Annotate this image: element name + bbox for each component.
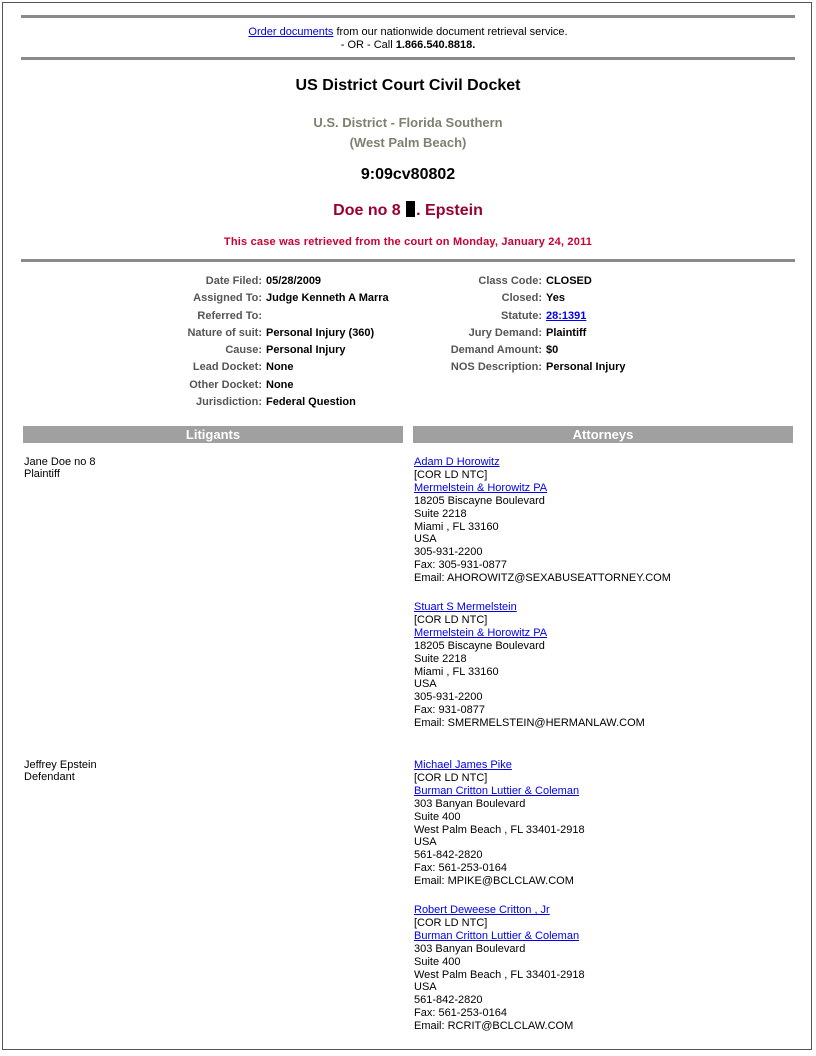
- attorney-block: [414, 456, 671, 585]
- redaction-mark: [406, 201, 415, 217]
- attorney-fax: Fax: 561-253-0164: [414, 1007, 507, 1020]
- case-info-row: [420, 342, 625, 359]
- attorney-firm-row: [414, 930, 585, 943]
- order-documents-link[interactable]: Order documents: [248, 26, 334, 38]
- case-info-row: [420, 359, 625, 376]
- attorney-email: Email: RCRIT@BCLCLAW.COM: [414, 1020, 574, 1033]
- attorney-address: 303 Banyan Boulevard: [414, 942, 526, 955]
- case-info-label: Other Docket:: [189, 378, 262, 391]
- case-info-row: [420, 290, 625, 307]
- attorney-city: Miami , FL 33160: [414, 520, 499, 533]
- litigant-name: Jane Doe no 8: [24, 456, 96, 468]
- case-info-row: [150, 325, 389, 342]
- attorney-name-link[interactable]: Adam D Horowitz: [414, 456, 500, 468]
- litigant-role: Defendant: [24, 771, 75, 783]
- attorney-firm-link[interactable]: Burman Critton Luttier & Coleman: [414, 784, 580, 797]
- attorney-phone: 561-842-2820: [414, 994, 483, 1007]
- case-info-value: None: [266, 378, 294, 391]
- attorneys-header: Attorneys: [413, 426, 793, 443]
- attorney-designation: [COR LD NTC]: [414, 771, 488, 784]
- case-info-row: [150, 359, 389, 376]
- case-info-right: [420, 273, 625, 377]
- case-info-label: Date Filed:: [205, 275, 262, 287]
- attorney-firm-link[interactable]: Mermelstein & Horowitz PA: [414, 626, 548, 639]
- attorney-country: USA: [414, 981, 437, 994]
- attorney-suite: Suite 2218: [414, 652, 467, 665]
- attorney-firm-row: [414, 627, 645, 640]
- case-info-row: [420, 273, 625, 290]
- litigant-name: Jeffrey Epstein: [24, 759, 97, 771]
- order-phone: 1.866.540.8818.: [395, 39, 476, 51]
- case-info-value: None: [266, 361, 294, 374]
- page-title: US District Court Civil Docket: [295, 77, 521, 94]
- case-info-label: Cause:: [225, 344, 262, 357]
- attorney-suite: Suite 400: [414, 955, 461, 968]
- case-info-value: Personal Injury: [266, 344, 346, 357]
- attorney-country: USA: [414, 678, 437, 691]
- or-call-text: - OR - Call: [340, 39, 396, 51]
- case-info-value: Yes: [546, 292, 565, 305]
- case-info-label: Lead Docket:: [192, 361, 262, 374]
- case-info-label: Class Code:: [478, 275, 542, 287]
- case-info-value: Plaintiff: [546, 326, 587, 339]
- attorney-city: West Palm Beach , FL 33401-2918: [414, 823, 585, 836]
- attorney-block: [414, 904, 585, 1033]
- page-frame: [2, 2, 812, 1050]
- attorney-address: 303 Banyan Boulevard: [414, 797, 526, 810]
- court-district: U.S. District - Florida Southern: [313, 115, 503, 130]
- retrieved-notice: This case was retrieved from the court on Monday, January 24, 2011: [223, 236, 593, 248]
- case-info-label: NOS Description:: [450, 361, 542, 374]
- case-info-label: Closed:: [501, 292, 542, 305]
- attorney-name-link[interactable]: Michael James Pike: [414, 759, 512, 771]
- attorney-firm-row: [414, 785, 585, 798]
- case-info-row: [150, 342, 389, 359]
- attorney-firm-link[interactable]: Burman Critton Luttier & Coleman: [414, 929, 580, 942]
- litigant: [24, 456, 96, 480]
- case-info-value: $0: [546, 344, 559, 357]
- case-info-label: Jury Demand:: [468, 326, 542, 339]
- litigants-header: Litigants: [23, 426, 403, 443]
- attorney-email: Email: SMERMELSTEIN@HERMANLAW.COM: [414, 717, 645, 730]
- attorney-city: West Palm Beach , FL 33401-2918: [414, 968, 585, 981]
- banner-divider: [21, 57, 795, 60]
- case-info-label: Jurisdiction:: [195, 396, 262, 409]
- attorney-block: [414, 601, 645, 730]
- top-divider: [21, 15, 795, 18]
- case-info-label: Demand Amount:: [450, 344, 542, 357]
- attorney-phone: 305-931-2200: [414, 546, 483, 559]
- attorney-address: 18205 Biscayne Boulevard: [414, 639, 545, 652]
- case-info-row: [150, 377, 389, 394]
- statute-link[interactable]: 28:1391: [546, 309, 587, 322]
- attorney-fax: Fax: 561-253-0164: [414, 862, 507, 875]
- court-name: [0, 113, 816, 153]
- attorney-name-row: [414, 601, 645, 614]
- case-info-label: Nature of suit:: [187, 326, 262, 339]
- header-divider: [21, 259, 795, 262]
- case-info-row: [150, 394, 389, 411]
- case-info-label: Referred To:: [197, 309, 262, 322]
- case-info-row: [420, 308, 625, 325]
- case-info-row: [150, 308, 389, 325]
- litigant-role: Plaintiff: [24, 468, 60, 480]
- case-info-value: CLOSED: [546, 275, 592, 287]
- order-text: from our nationwide document retrieval service.: [333, 26, 568, 38]
- case-info-row: [420, 325, 625, 342]
- attorney-suite: Suite 400: [414, 810, 461, 823]
- attorney-firm-link[interactable]: Mermelstein & Horowitz PA: [414, 481, 548, 494]
- attorney-email: Email: AHOROWITZ@SEXABUSEATTORNEY.COM: [414, 572, 671, 585]
- attorney-country: USA: [414, 533, 437, 546]
- case-name-defendant: . Epstein: [416, 202, 483, 219]
- attorney-fax: Fax: 305-931-0877: [414, 559, 507, 572]
- order-banner: [0, 26, 816, 52]
- case-info-label: Statute:: [501, 309, 542, 322]
- attorney-name-link[interactable]: Stuart S Mermelstein: [414, 601, 517, 613]
- attorney-suite: Suite 2218: [414, 507, 467, 520]
- attorney-designation: [COR LD NTC]: [414, 613, 488, 626]
- case-info-value: 05/28/2009: [266, 275, 322, 287]
- attorney-country: USA: [414, 836, 437, 849]
- case-info-value: Federal Question: [266, 396, 356, 409]
- case-name-plaintiff: Doe no 8: [333, 202, 406, 219]
- court-division: (West Palm Beach): [349, 135, 467, 150]
- case-info-value: Judge Kenneth A Marra: [266, 292, 389, 305]
- case-info-label: Assigned To:: [193, 292, 262, 305]
- attorney-fax: Fax: 931-0877: [414, 704, 485, 717]
- case-name: [0, 201, 816, 220]
- attorney-phone: 561-842-2820: [414, 849, 483, 862]
- case-number: 9:09cv80802: [360, 166, 456, 183]
- case-info-row: [150, 290, 389, 307]
- attorney-designation: [COR LD NTC]: [414, 916, 488, 929]
- attorney-block: [414, 759, 585, 888]
- attorney-name-row: [414, 759, 585, 772]
- attorney-city: Miami , FL 33160: [414, 665, 499, 678]
- attorney-address: 18205 Biscayne Boulevard: [414, 494, 545, 507]
- case-info-value: [262, 308, 266, 325]
- litigant: [24, 759, 97, 783]
- attorney-firm-row: [414, 482, 671, 495]
- attorney-phone: 305-931-2200: [414, 691, 483, 704]
- attorney-designation: [COR LD NTC]: [414, 468, 488, 481]
- attorney-name-link[interactable]: Robert Deweese Critton , Jr: [414, 904, 550, 916]
- case-info-value: Personal Injury: [546, 361, 626, 374]
- attorney-email: Email: MPIKE@BCLCLAW.COM: [414, 875, 574, 888]
- attorney-name-row: [414, 904, 585, 917]
- case-info-value: Personal Injury (360): [266, 326, 375, 339]
- case-info-left: [150, 273, 389, 411]
- attorney-name-row: [414, 456, 671, 469]
- case-info-row: [150, 273, 389, 290]
